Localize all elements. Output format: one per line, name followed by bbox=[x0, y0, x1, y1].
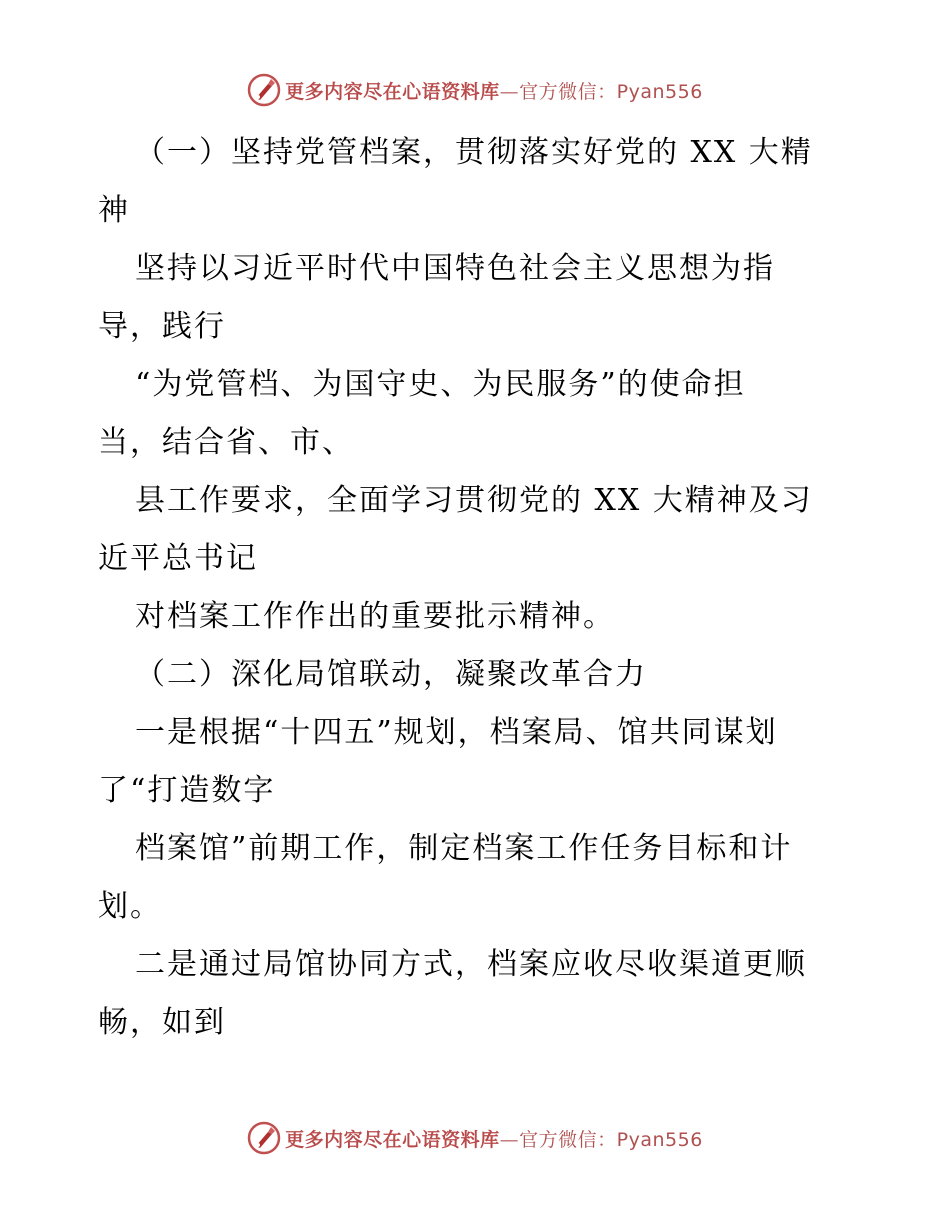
text-line: 近平总书记 bbox=[98, 541, 258, 576]
text-line: 划。 bbox=[98, 889, 162, 924]
text-line: 档案馆”前期工作，制定档案工作任务目标和计 bbox=[135, 831, 793, 866]
footer-watermark bbox=[0, 1118, 950, 1158]
text-line: 了“打造数字 bbox=[98, 773, 276, 808]
text-line: 坚持以习近平时代中国特色社会主义思想为指 bbox=[135, 251, 775, 286]
text-line: 畅，如到 bbox=[98, 1005, 226, 1040]
pen-nib-logo-icon bbox=[247, 73, 281, 107]
text-line: 神 bbox=[98, 193, 130, 228]
header-watermark bbox=[0, 70, 950, 110]
watermark-contact: 官方微信：Pyan556 bbox=[519, 80, 703, 103]
watermark-site: 更多内容尽在心语资料库 bbox=[285, 1128, 500, 1151]
watermark-text bbox=[285, 77, 703, 104]
watermark-separator: — bbox=[499, 1128, 520, 1151]
document-body bbox=[98, 124, 858, 1052]
text-line: 对档案工作作出的重要批示精神。 bbox=[135, 599, 615, 634]
watermark-site: 更多内容尽在心语资料库 bbox=[285, 80, 500, 103]
text-line: “为党管档、为国守史、为民服务”的使命担 bbox=[135, 367, 746, 402]
watermark-separator: — bbox=[499, 80, 520, 103]
pen-nib-logo-icon bbox=[247, 1121, 281, 1155]
watermark-contact: 官方微信：Pyan556 bbox=[519, 1128, 703, 1151]
text-line: 二是通过局馆协同方式，档案应收尽收渠道更顺 bbox=[135, 947, 807, 982]
watermark-text bbox=[285, 1125, 703, 1152]
text-line: 当，结合省、市、 bbox=[98, 425, 354, 460]
text-line: 县工作要求，全面学习贯彻党的 XX 大精神及习 bbox=[135, 483, 813, 518]
text-line: （一）坚持党管档案，贯彻落实好党的 XX 大精 bbox=[135, 135, 813, 170]
text-line: 导，践行 bbox=[98, 309, 226, 344]
text-line: （二）深化局馆联动，凝聚改革合力 bbox=[135, 657, 647, 692]
text-line: 一是根据“十四五”规划，档案局、馆共同谋划 bbox=[135, 715, 778, 750]
